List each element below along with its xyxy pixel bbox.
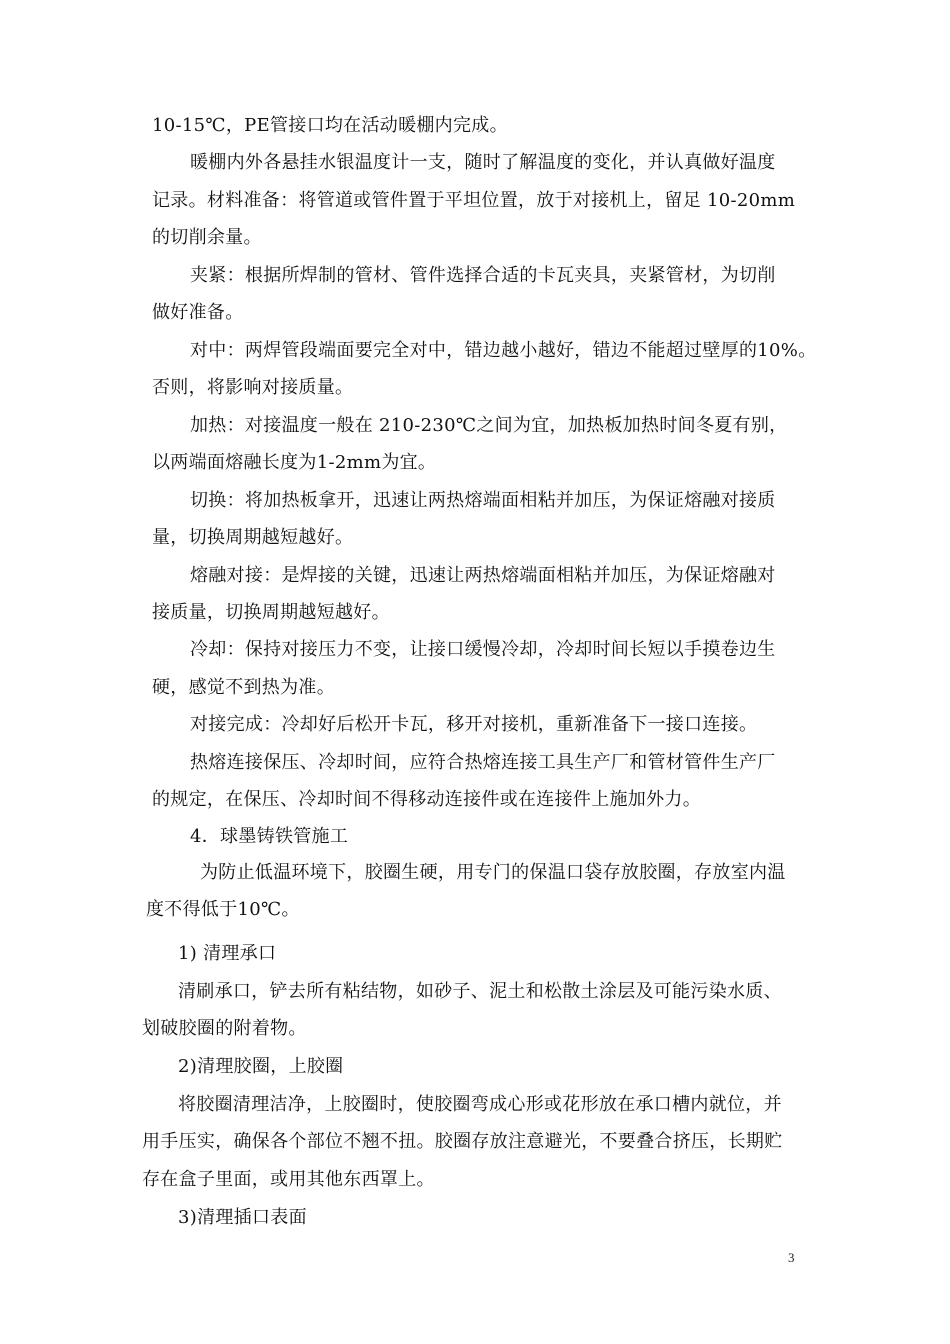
text-line: 切换：将加热板拿开，迅速让两热熔端面相粘并加压，为保证熔融对接质	[190, 490, 776, 511]
text-line: 冷却：保持对接压力不变，让接口缓慢冷却，冷却时间长短以手摸卷边生	[190, 639, 776, 660]
text-line: 夹紧：根据所焊制的管材、管件选择合适的卡瓦夹具，夹紧管材，为切削	[190, 265, 776, 286]
text-line: 10-15℃，PE管接口均在活动暖棚内完成。	[152, 115, 508, 136]
text-line: 存在盒子里面，或用其他东西罩上。	[142, 1169, 435, 1190]
subheading: 3)清理插口表面	[178, 1207, 307, 1228]
text-line: 用手压实，确保各个部位不翘不扭。胶圈存放注意避光，不要叠合挤压，长期贮	[142, 1131, 783, 1152]
text-line: 否则，将影响对接质量。	[152, 377, 354, 398]
text-line: 硬，感觉不到热为准。	[152, 677, 335, 698]
section-heading: 4．球墨铸铁管施工	[190, 826, 349, 847]
text-line: 熔融对接：是焊接的关键，迅速让两热熔端面相粘并加压，为保证熔融对	[190, 565, 776, 586]
text-line: 对中：两焊管段端面要完全对中，错边越小越好，错边不能超过壁厚的10%。	[190, 340, 817, 361]
text-line: 暖棚内外各悬挂水银温度计一支，随时了解温度的变化，并认真做好温度	[190, 152, 776, 173]
text-line: 将胶圈清理洁净，上胶圈时，使胶圈弯成心形或花形放在承口槽内就位，并	[178, 1094, 782, 1115]
text-line: 加热：对接温度一般在 210-230℃之间为宜，加热板加热时间冬夏有别，	[190, 415, 788, 436]
text-line: 划破胶圈的附着物。	[142, 1018, 307, 1039]
text-line: 度不得低于10℃。	[146, 899, 300, 920]
text-line: 对接完成：冷却好后松开卡瓦，移开对接机，重新准备下一接口连接。	[190, 714, 758, 735]
text-line: 记录。材料准备：将管道或管件置于平坦位置，放于对接机上，留足 10-20mm	[152, 190, 796, 211]
text-line: 做好准备。	[152, 302, 244, 323]
text-line: 以两端面熔融长度为1-2mm为宜。	[152, 452, 437, 473]
text-line: 量，切换周期越短越好。	[152, 527, 354, 548]
text-line: 接质量，切换周期越短越好。	[152, 602, 390, 623]
page-number: 3	[788, 1250, 795, 1265]
text-line: 的规定，在保压、冷却时间不得移动连接件或在连接件上施加外力。	[152, 789, 701, 810]
text-line: 清刷承口，铲去所有粘结物，如砂子、泥土和松散土涂层及可能污染水质、	[178, 981, 782, 1002]
text-line: 的切削余量。	[152, 227, 262, 248]
text-line: 为防止低温环境下，胶圈生硬，用专门的保温口袋存放胶圈，存放室内温	[200, 862, 786, 883]
subheading: 1) 清理承口	[178, 943, 277, 964]
text-line: 热熔连接保压、冷却时间，应符合热熔连接工具生产厂和管材管件生产厂	[190, 752, 776, 773]
subheading: 2)清理胶圈，上胶圈	[178, 1056, 344, 1077]
